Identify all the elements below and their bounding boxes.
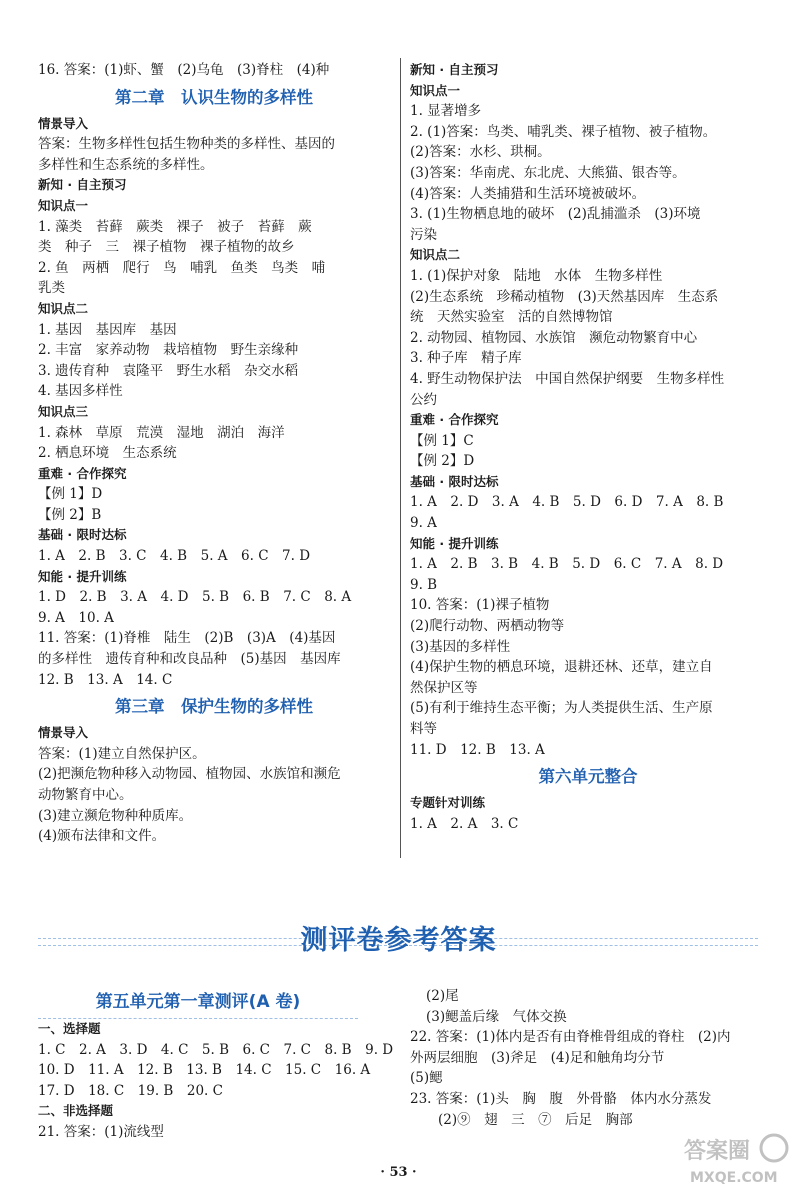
answer-line: (2)⑨ 翅 三 ⑦ 后足 胸部 <box>438 1111 633 1128</box>
answer-line: 动物繁育中心。 <box>38 787 133 803</box>
answer-line: 11. 答案：(1)脊椎 陆生 (2)B (3)A (4)基因 <box>38 630 336 647</box>
right-column <box>410 60 766 834</box>
answer-line: (2)生态系统 珍稀动植物 (3)天然基因库 生态系 <box>410 288 719 305</box>
answer-line: (2)把濒危物种移入动物园、植物园、水族馆和濒危 <box>38 766 341 783</box>
answer-line: 9. B <box>410 576 438 593</box>
subsection-label: 知识点三 <box>38 403 89 419</box>
answer-line: (4)保护生物的栖息环境，退耕还林、还草，建立自 <box>410 659 713 676</box>
subsection-label: 重难 · 合作探究 <box>38 465 127 481</box>
answer-line: 3. 种子库 精子库 <box>410 350 522 367</box>
answer-line: 2. 鱼 两栖 爬行 鸟 哺乳 鱼类 鸟类 哺 <box>38 259 326 276</box>
answer-line: 1. D 2. B 3. A 4. D 5. B 6. B 7. C 8. A <box>38 589 352 606</box>
subsection-label: 知识点二 <box>38 300 89 316</box>
left-column <box>38 60 390 847</box>
answer-line: 23. 答案：(1)头 胸 腹 外骨骼 体内水分蒸发 <box>410 1090 712 1107</box>
subsection-label: 知识点一 <box>410 82 461 98</box>
answer-line: (3)建立濒危物种种质库。 <box>38 807 193 824</box>
test-left-body <box>38 1019 394 1143</box>
subsection-label: 一、选择题 <box>38 1021 101 1036</box>
answer-line: 统 天然实验室 活的自然博物馆 <box>410 309 613 326</box>
test-left-column <box>38 986 394 1143</box>
subsection-label: 知能 · 提升训练 <box>38 568 127 584</box>
watermark-text: 答案圈 <box>684 1139 751 1164</box>
chapter-heading: 第二章 认识生物的多样性 <box>115 87 313 107</box>
section-title: 测评卷参考答案 <box>300 925 497 956</box>
column-divider <box>400 58 401 858</box>
answer-line: 10. 答案：(1)裸子植物 <box>410 597 550 614</box>
answer-line: 公约 <box>410 391 437 408</box>
answer-line: 4. 野生动物保护法 中国自然保护纲要 生物多样性 <box>410 370 725 387</box>
answer-line: 1. A 2. B 3. B 4. B 5. D 6. C 7. A 8. D <box>410 556 724 573</box>
answer-line: (5)有利于维持生态平衡；为人类提供生活、生产原 <box>410 700 713 717</box>
answer-line: 1. 森林 草原 荒漠 湿地 湖泊 海洋 <box>38 424 285 441</box>
answer-line: 1. A 2. D 3. A 4. B 5. D 6. D 7. A 8. B <box>410 494 724 511</box>
answer-line: 答案：(1)建立自然保护区。 <box>38 745 206 762</box>
subsection-label: 知识点二 <box>410 247 461 263</box>
answer-line: 【例 1】D <box>38 486 103 503</box>
chapter-heading: 第六单元整合 <box>538 767 638 787</box>
answer-line: 1. 藻类 苔藓 蕨类 裸子 被子 苔藓 蕨 <box>38 218 312 235</box>
watermark-logo <box>680 1128 790 1188</box>
subsection-label: 基础 · 限时达标 <box>38 527 127 543</box>
answer-line: 21. 答案：(1)流线型 <box>38 1123 164 1140</box>
answer-line: 17. D 18. C 19. B 20. C <box>38 1082 223 1099</box>
answer-line: 多样性和生态系统的多样性。 <box>38 156 214 173</box>
answer-line: 然保护区等 <box>410 679 478 696</box>
subsection-label: 情景导入 <box>38 725 89 741</box>
answer-line: 11. D 12. B 13. A <box>410 741 545 758</box>
answer-line: 3. (1)生物栖息地的破坏 (2)乱捕滥杀 (3)环境 <box>410 206 701 223</box>
answer-line: 10. D 11. A 12. B 13. B 14. C 15. C 16. A <box>38 1062 371 1079</box>
answer-line: 料等 <box>410 721 437 737</box>
chapter-heading: 第三章 保护生物的多样性 <box>115 697 313 717</box>
answer-line: 2. (1)答案：鸟类、哺乳类、裸子植物、被子植物。 <box>410 123 717 140</box>
subsection-label: 知识点一 <box>38 197 89 213</box>
subsection-label: 知能 · 提升训练 <box>410 535 499 551</box>
answer-line: (2)尾 <box>426 988 459 1004</box>
answer-line: 1. (1)保护对象 陆地 水体 生物多样性 <box>410 267 663 284</box>
answer-line: 1. C 2. A 3. D 4. C 5. B 6. C 7. C 8. B 9. D <box>38 1041 394 1058</box>
subsection-label: 基础 · 限时达标 <box>410 473 499 489</box>
answer-line: 【例 1】C <box>410 432 474 449</box>
subsection-label: 新知 · 自主预习 <box>410 62 499 77</box>
answer-line: 类 种子 三 裸子植物 裸子植物的故乡 <box>38 239 295 256</box>
test-right-column <box>410 986 766 1130</box>
subsection-label: 重难 · 合作探究 <box>410 412 499 428</box>
answer-line: (5)鳃 <box>410 1070 443 1087</box>
answer-line: 乳类 <box>38 280 65 297</box>
answer-line: 污染 <box>410 226 437 243</box>
answer-line: (4)颁布法律和文件。 <box>38 828 166 845</box>
page-number: · 53 · <box>380 1165 417 1180</box>
answer-line: (3)答案：华南虎、东北虎、大熊猫、银杏等。 <box>410 164 686 181</box>
answer-line: 【例 2】B <box>38 506 102 523</box>
answer-line: 1. A 2. A 3. C <box>410 815 519 832</box>
answer-line: 4. 基因多样性 <box>38 383 123 400</box>
answer-line: 16. 答案：(1)虾、蟹 (2)乌龟 (3)脊柱 (4)种 <box>38 62 330 78</box>
answer-line: 9. A <box>410 515 437 532</box>
answer-line: 2. 动物园、植物园、水族馆 濒危动物繁育中心 <box>410 329 698 346</box>
answer-line: 1. 基因 基因库 基因 <box>38 321 177 338</box>
subsection-label: 专题针对训练 <box>410 795 486 811</box>
answer-line: (2)答案：水杉、珙桐。 <box>410 144 551 161</box>
answer-line: 12. B 13. A 14. C <box>38 671 173 688</box>
watermark-url: MXQE.COM <box>690 1170 778 1186</box>
answer-line: 1. A 2. B 3. C 4. B 5. A 6. C 7. D <box>38 548 311 565</box>
watermark-icon <box>680 1128 790 1188</box>
answer-line: (4)答案：人类捕猎和生活环境被破坏。 <box>410 185 646 202</box>
answer-line: 的多样性 遗传育种和改良品种 (5)基因 基因库 <box>38 651 341 668</box>
answer-line: (3)基因的多样性 <box>410 638 511 655</box>
answer-line: (2)爬行动物、两栖动物等 <box>410 618 565 635</box>
subsection-label: 二、非选择题 <box>38 1103 114 1119</box>
answer-line: (3)鳃盖后缘 气体交换 <box>426 1008 567 1025</box>
answer-line: 【例 2】D <box>410 453 475 470</box>
answer-line: 9. A 10. A <box>38 609 114 626</box>
answer-line: 3. 遗传育种 袁隆平 野生水稻 杂交水稻 <box>38 362 299 379</box>
answer-line: 答案：生物多样性包括生物种类的多样性、基因的 <box>38 136 335 153</box>
answer-line: 2. 栖息环境 生态系统 <box>38 445 177 462</box>
answer-line: 22. 答案：(1)体内是否有由脊椎骨组成的脊柱 (2)内 <box>410 1029 731 1046</box>
subsection-label: 情景导入 <box>38 115 89 131</box>
answer-line: 1. 显著增多 <box>410 103 482 120</box>
test-title: 第五单元第一章测评(A 卷) <box>38 986 358 1019</box>
subsection-label: 新知 · 自主预习 <box>38 177 127 193</box>
answer-line: 外两层细胞 (3)斧足 (4)足和触角均分节 <box>410 1049 665 1066</box>
answer-line: 2. 丰富 家养动物 栽培植物 野生亲缘种 <box>38 342 299 359</box>
